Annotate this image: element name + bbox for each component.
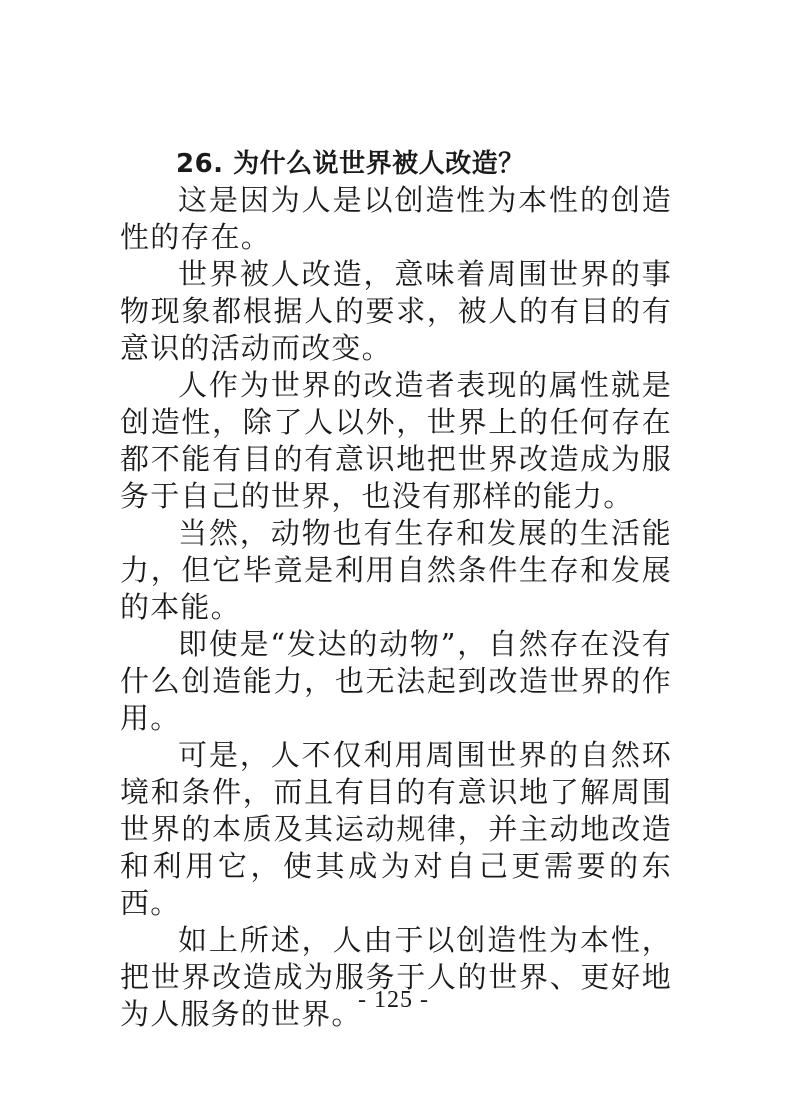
page-number: - 125 - <box>358 987 429 1013</box>
paragraph-6: 可是，人不仅利用周围世界的自然环境和条件，而且有目的有意识地了解周围世界的本质及其运动规律，并主动地改造和利用它，使其成为对自己更需要的东西。 <box>120 738 672 920</box>
paragraph-4: 当然，动物也有生存和发展的生活能力，但它毕竟是利用自然条件生存和发展的本能。 <box>120 516 672 624</box>
section-heading: 26. 为什么说世界被人改造？ <box>176 149 525 179</box>
paragraph-3: 人作为世界的改造者表现的属性就是创造性，除了人以外，世界上的任何存在都不能有目的有意识地把世界改造成为服务于自己的世界，也没有那样的能力。 <box>120 368 672 513</box>
paragraph-1: 这是因为人是以创造性为本性的创造性的存在。 <box>120 183 672 254</box>
paragraph-2: 世界被人改造，意味着周围世界的事物现象都根据人的要求，被人的有目的有意识的活动而改变。 <box>120 257 672 365</box>
document-page <box>120 146 672 1033</box>
paragraph-5: 即使是“发达的动物”，自然存在没有什么创造能力，也无法起到改造世界的作用。 <box>120 627 672 735</box>
paragraph-7: 如上所述，人由于以创造性为本性，把世界改造成为服务于人的世界、更好地为人服务的世界。 <box>120 923 672 1031</box>
